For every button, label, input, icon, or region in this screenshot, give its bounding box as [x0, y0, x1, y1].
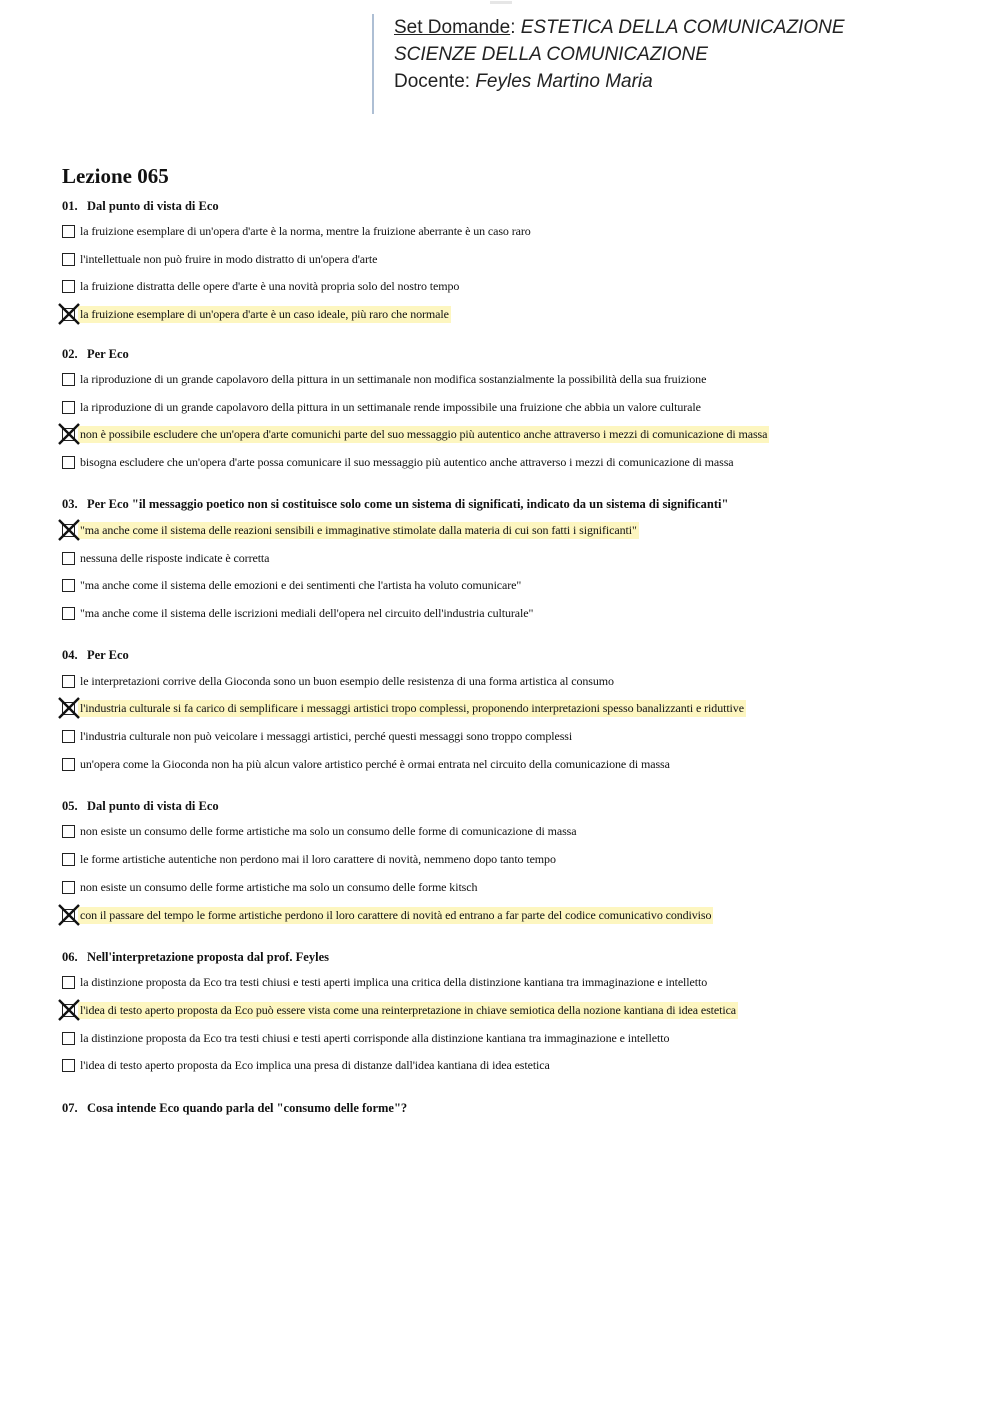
- checkbox[interactable]: [62, 456, 75, 469]
- answer-option-selected[interactable]: [62, 1000, 738, 1020]
- answer-option[interactable]: [62, 877, 479, 897]
- question-text: Nell'interpretazione proposta dal prof. Feyles: [87, 950, 329, 964]
- checkbox[interactable]: [62, 225, 75, 238]
- answer-option[interactable]: [62, 754, 672, 774]
- option-text: "ma anche come il sistema delle reazioni sensibili e immaginative stimolate dalla materia di cui son fatti i significanti": [80, 522, 637, 537]
- cross-mark-icon: [57, 998, 81, 1022]
- question-number: 07.: [62, 1101, 78, 1115]
- answer-option[interactable]: [62, 575, 523, 595]
- question-text: Cosa intende Eco quando parla del "consumo delle forme"?: [87, 1101, 408, 1115]
- answer-option-selected[interactable]: [62, 698, 746, 718]
- course-line: [394, 41, 932, 68]
- checkbox[interactable]: [62, 373, 75, 386]
- checkbox[interactable]: [62, 253, 75, 266]
- option-text: bisogna escludere che un'opera d'arte possa comunicare il suo messaggio più autentico anche attraverso i mezzi di comunicazione di massa: [80, 454, 734, 469]
- set-line: Set Domande: ESTETICA DELLA COMUNICAZIONE: [394, 17, 845, 38]
- answer-option[interactable]: [62, 603, 535, 623]
- cross-mark-icon: [57, 696, 81, 720]
- option-text: con il passare del tempo le forme artistiche perdono il loro carattere di novità ed entrano a far parte del codice comunicativo condiviso: [80, 907, 712, 922]
- question-text: Dal punto di vista di Eco: [87, 799, 219, 813]
- answer-option[interactable]: [62, 671, 616, 691]
- question-05: [62, 798, 219, 814]
- option-text: l'intellettuale non può fruire in modo distratto di un'opera d'arte: [80, 251, 378, 266]
- option-text: l'idea di testo aperto proposta da Eco può essere vista come una reinterpretazione in chiave semiotica della nozione kantiana di idea estetica: [80, 1002, 737, 1017]
- checkbox[interactable]: [62, 853, 75, 866]
- checkbox[interactable]: [62, 1059, 75, 1072]
- answer-option-selected[interactable]: [62, 905, 713, 925]
- set-label: Set Domande: [394, 17, 511, 38]
- checkbox[interactable]: [62, 976, 75, 989]
- watermark: [490, 1, 512, 4]
- cross-mark-icon: [57, 422, 81, 446]
- option-text: nessuna delle risposte indicate è corretta: [80, 550, 270, 565]
- answer-option-selected[interactable]: [62, 304, 451, 324]
- option-text: le interpretazioni corrive della Gioconda sono un buon esempio delle resistenza di una forma artistica al consumo: [80, 673, 614, 688]
- teacher-name: Feyles Martino Maria: [475, 71, 653, 92]
- question-number: 04.: [62, 648, 78, 662]
- question-01: [62, 198, 219, 214]
- checkbox[interactable]: [62, 825, 75, 838]
- question-number: 03.: [62, 497, 78, 511]
- set-value: ESTETICA DELLA COMUNICAZIONE: [520, 17, 845, 38]
- checkbox[interactable]: [62, 552, 75, 565]
- question-number: 06.: [62, 950, 78, 964]
- option-text: non esiste un consumo delle forme artistiche ma solo un consumo delle forme kitsch: [80, 879, 478, 894]
- option-text: la riproduzione di un grande capolavoro della pittura in un settimanale non modifica sostanzialmente la possibilità della sua fruizione: [80, 371, 707, 386]
- option-text: un'opera come la Gioconda non ha più alcun valore artistico perché è ormai entrata nel circuito della comunicazione di massa: [80, 756, 670, 771]
- option-text: le forme artistiche autentiche non perdono mai il loro carattere di novità, nemmeno dopo tanto tempo: [80, 851, 556, 866]
- question-07: [62, 1100, 407, 1116]
- checkbox-checked[interactable]: [62, 1004, 75, 1017]
- checkbox[interactable]: [62, 881, 75, 894]
- answer-option[interactable]: [62, 221, 533, 241]
- option-text: non esiste un consumo delle forme artistiche ma solo un consumo delle forme di comunicazione di massa: [80, 823, 577, 838]
- answer-option[interactable]: [62, 821, 578, 841]
- checkbox[interactable]: [62, 730, 75, 743]
- checkbox-checked[interactable]: [62, 909, 75, 922]
- teacher-line: [394, 68, 932, 95]
- document-header: [372, 14, 932, 114]
- checkbox[interactable]: [62, 280, 75, 293]
- answer-option[interactable]: [62, 548, 271, 568]
- checkbox-checked[interactable]: [62, 308, 75, 321]
- question-number: 01.: [62, 199, 78, 213]
- question-03: [62, 496, 728, 512]
- question-number: 02.: [62, 347, 78, 361]
- question-text: Dal punto di vista di Eco: [87, 199, 219, 213]
- option-text: la fruizione esemplare di un'opera d'arte è un caso ideale, più raro che normale: [80, 306, 449, 321]
- checkbox[interactable]: [62, 675, 75, 688]
- checkbox[interactable]: [62, 758, 75, 771]
- cross-mark-icon: [57, 518, 81, 542]
- question-06: [62, 949, 329, 965]
- option-text: la distinzione proposta da Eco tra testi chiusi e testi aperti implica una critica della distinzione kantiana tra immaginazione e intelletto: [80, 974, 708, 989]
- question-number: 05.: [62, 799, 78, 813]
- checkbox[interactable]: [62, 579, 75, 592]
- answer-option[interactable]: [62, 1028, 671, 1048]
- answer-option[interactable]: [62, 726, 574, 746]
- teacher-label: Docente:: [394, 71, 471, 92]
- option-text: la riproduzione di un grande capolavoro della pittura in un settimanale rende impossibile una fruizione che abbia un valore culturale: [80, 399, 701, 414]
- checkbox-checked[interactable]: [62, 702, 75, 715]
- checkbox-checked[interactable]: [62, 428, 75, 441]
- option-text: non è possibile escludere che un'opera d'arte comunichi parte del suo messaggio più autentico anche attraverso i mezzi di comunicazione di massa: [80, 426, 768, 441]
- question-text: Per Eco "il messaggio poetico non si costituisce solo come un sistema di significati, indicato da un sistema di significanti": [87, 497, 729, 511]
- checkbox[interactable]: [62, 1032, 75, 1045]
- course-name: SCIENZE DELLA COMUNICAZIONE: [394, 44, 708, 65]
- answer-option[interactable]: [62, 972, 709, 992]
- answer-option[interactable]: [62, 276, 461, 296]
- answer-option[interactable]: [62, 369, 708, 389]
- checkbox-checked[interactable]: [62, 524, 75, 537]
- cross-mark-icon: [57, 302, 81, 326]
- question-text: Per Eco: [87, 648, 129, 662]
- answer-option[interactable]: [62, 849, 558, 869]
- option-text: la distinzione proposta da Eco tra testi chiusi e testi aperti corrisponde alla distinzione kantiana tra immaginazione e intelletto: [80, 1030, 670, 1045]
- cross-mark-icon: [57, 903, 81, 927]
- option-text: l'idea di testo aperto proposta da Eco implica una presa di distanze dall'idea kantiana di idea estetica: [80, 1057, 550, 1072]
- answer-option[interactable]: [62, 397, 703, 417]
- checkbox[interactable]: [62, 607, 75, 620]
- answer-option-selected[interactable]: [62, 424, 769, 444]
- lesson-title: Lezione 065: [62, 164, 169, 188]
- option-text: "ma anche come il sistema delle iscrizioni mediali dell'opera nel circuito dell'industria culturale": [80, 605, 534, 620]
- question-02: [62, 346, 129, 362]
- answer-option[interactable]: [62, 452, 736, 472]
- option-text: l'industria culturale si fa carico di semplificare i messaggi artistici tropo complessi, proponendo interpretazioni spesso banalizzanti e riduttive: [80, 700, 744, 715]
- option-text: l'industria culturale non può veicolare i messaggi artistici, perché questi messaggi sono troppo complessi: [80, 728, 573, 743]
- option-text: la fruizione esemplare di un'opera d'arte è la norma, mentre la fruizione aberrante è un caso raro: [80, 223, 531, 238]
- checkbox[interactable]: [62, 401, 75, 414]
- answer-option[interactable]: [62, 249, 379, 269]
- question-04: [62, 647, 129, 663]
- answer-option-selected[interactable]: [62, 520, 639, 540]
- option-text: la fruizione distratta delle opere d'arte è una novità propria solo del nostro tempo: [80, 278, 460, 293]
- question-text: Per Eco: [87, 347, 129, 361]
- option-text: "ma anche come il sistema delle emozioni e dei sentimenti che l'artista ha voluto comunicare": [80, 577, 522, 592]
- answer-option[interactable]: [62, 1055, 552, 1075]
